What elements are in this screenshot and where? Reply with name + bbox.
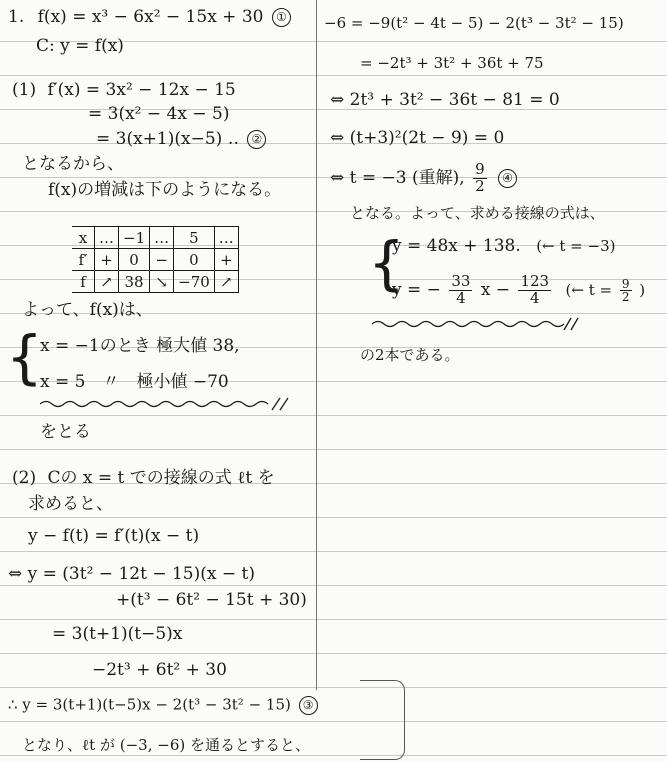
- column-divider: [316, 0, 317, 690]
- extreme-min: x = 5 〃 極小値 −70: [40, 372, 229, 392]
- fraction-note: [620, 278, 632, 304]
- fraction-123-4: [518, 274, 551, 307]
- part1-line: [12, 82, 236, 99]
- tangent-line-6-wrap: [8, 696, 318, 715]
- sign-table-cell: 0: [174, 249, 215, 271]
- sign-table-cell: …: [150, 227, 174, 249]
- sign-table-cell: +: [95, 249, 119, 271]
- note-suffix: ): [639, 280, 646, 299]
- right-eq-1: −6 = −9(t² − 4t − 5) − 2(t³ − 3t² − 15): [324, 14, 624, 32]
- answer-line-2: [392, 274, 645, 307]
- sign-table-cell: f′: [72, 249, 95, 271]
- sign-table-cell: …: [95, 227, 119, 249]
- right-eq-5: ⇔ t = −3 (重解),: [330, 167, 465, 188]
- part2-text-2: 求めると、: [28, 494, 113, 514]
- sign-table-row: [72, 271, 238, 293]
- tangent-line-1: y − f(t) = f′(t)(x − t): [28, 526, 200, 546]
- sign-table-row: [72, 249, 238, 271]
- right-eq-5-wrap: [330, 162, 517, 195]
- equation-ref-4: ④: [498, 169, 517, 188]
- text-line-3: よって、f(x)は、: [22, 300, 153, 320]
- answer-line-2-prefix: y = −: [392, 279, 441, 300]
- text-line-4: をとる: [40, 422, 91, 442]
- answer-line-2-mid: x −: [480, 279, 511, 300]
- sign-table: [72, 226, 239, 293]
- tangent-line-3: +(t³ − 6t² − 15t + 30): [116, 590, 307, 610]
- part1-label: (1): [12, 80, 37, 100]
- sign-table-cell: 0: [119, 249, 150, 271]
- sign-table-cell: x: [72, 227, 95, 249]
- fraction-33-4: [449, 274, 472, 307]
- curve-definition: C: y = f(x): [36, 36, 124, 56]
- text-line-1: となるから、: [22, 154, 124, 174]
- derivative-line-3-wrap: [96, 130, 266, 149]
- fraction-numerator: 9: [621, 276, 630, 291]
- fraction-numerator: 9: [475, 160, 485, 178]
- part2-line: [12, 470, 275, 487]
- sign-table-cell: f: [72, 271, 95, 293]
- right-eq-3: ⇔ 2t³ + 3t² − 36t − 81 = 0: [330, 90, 560, 110]
- right-text-2: の2本である。: [360, 346, 460, 364]
- part2-text-1: Cの x = t での接線の式 ℓt を: [47, 468, 275, 488]
- right-text-1: となる。よって、求める接線の式は、: [350, 204, 605, 222]
- part2-label: (2): [12, 468, 37, 488]
- problem-number: 1.: [8, 7, 25, 27]
- left-brace: {: [6, 323, 43, 391]
- fraction-denominator: 4: [456, 288, 466, 307]
- sign-table-cell: −1: [119, 227, 150, 249]
- tangent-line-2: ⇔ y = (3t² − 12t − 15)(x − t): [8, 564, 255, 584]
- wavy-underline: [40, 396, 290, 414]
- sign-table-cell: …: [214, 227, 238, 249]
- answer-line-2-note: [565, 276, 646, 305]
- derivative-line-3: = 3(x+1)(x−5) ‥: [96, 129, 240, 149]
- problem-header-line: [8, 8, 291, 27]
- text-line-2: f(x)の増減は下のようになる。: [48, 180, 282, 200]
- answer-line-1-note: (← t = −3): [536, 237, 616, 255]
- sign-table-cell: ↗: [95, 271, 119, 293]
- answer-line-1-eq: y = 48x + 138.: [392, 236, 521, 256]
- right-eq-4: ⇔ (t+3)²(2t − 9) = 0: [330, 128, 505, 148]
- sign-table-cell: +: [214, 249, 238, 271]
- sign-table-cell: 5: [174, 227, 215, 249]
- equation-ref-3: ③: [299, 696, 318, 715]
- sign-table-cell: −: [150, 249, 174, 271]
- wavy-underline-right: [372, 316, 582, 332]
- fraction-numerator: 33: [451, 272, 471, 290]
- final-text: となり、ℓt が (−3, −6) を通るとすると、: [22, 736, 310, 754]
- fraction-denominator: 2: [621, 290, 630, 305]
- function-definition: f(x) = x³ − 6x² − 15x + 30: [37, 7, 264, 27]
- tangent-line-4: = 3(t+1)(t−5)x: [52, 624, 183, 644]
- equation-ref-2: ②: [247, 130, 266, 149]
- sign-table-cell: −70: [174, 271, 215, 293]
- answer-line-1: [392, 238, 615, 255]
- sign-table-cell: ↗: [214, 271, 238, 293]
- bracket-box: [360, 680, 405, 760]
- tangent-line-6: ∴ y = 3(t+1)(t−5)x − 2(t³ − 3t² − 15): [8, 695, 291, 714]
- right-eq-2: = −2t³ + 3t² + 36t + 75: [360, 54, 544, 72]
- fraction-denominator: 4: [530, 288, 540, 307]
- fraction-9-2: [473, 162, 487, 195]
- tangent-line-5: −2t³ + 6t² + 30: [92, 660, 227, 680]
- fraction-denominator: 2: [475, 176, 485, 195]
- derivative-line-2: = 3(x² − 4x − 5): [88, 104, 230, 124]
- fraction-numerator: 123: [520, 272, 550, 290]
- extreme-max: x = −1のとき 極大値 38,: [40, 336, 240, 356]
- sign-table-row: [72, 227, 238, 249]
- equation-ref-1: ①: [272, 8, 291, 27]
- right-brace: {: [368, 229, 405, 297]
- sign-table-cell: 38: [119, 271, 150, 293]
- derivative-line-1: f′(x) = 3x² − 12x − 15: [47, 80, 236, 100]
- sign-table-cell: ↘: [150, 271, 174, 293]
- note-prefix: (← t =: [565, 280, 613, 299]
